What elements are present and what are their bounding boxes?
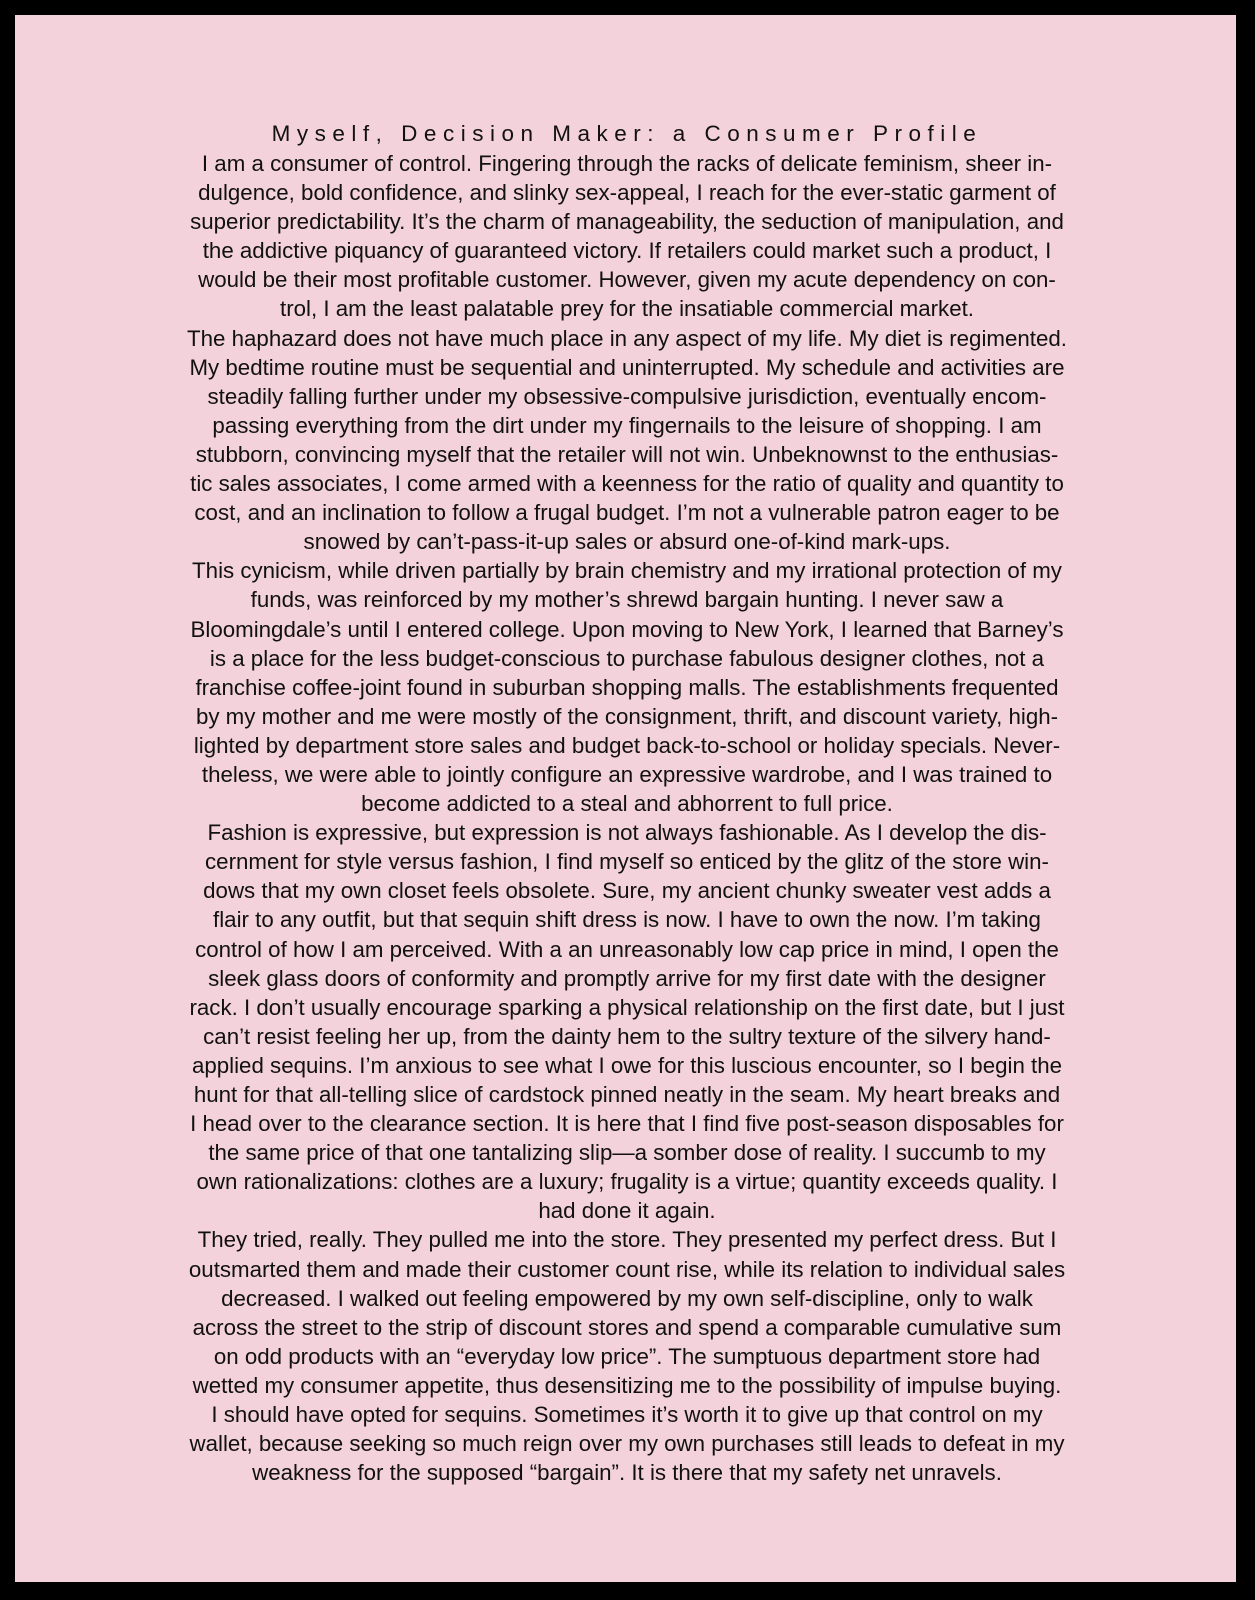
paragraph-3: This cynicism, while driven partially by brain chemistry and my irrational protection of my funds, was reinforced by my mother’s shrewd bargain hunting. I never saw a Bloomingdale’s until I entered college. Upon moving to New York, I learned that Barney’s is a place for the less budget-conscious to purchase fabulous designer clothes, not a franchise coffee-joint found in suburban shopping malls. The establishments frequented by my mother and me were mostly of the consignment, thrift, and discount variety, high- lighted by department store sales and budget back-to-school or holiday specials. Never- theless, we were able to jointly configure an expressive wardrobe, and I was trained to become addicted to a steal and abhorrent to full price. [190,558,1064,817]
paragraph-2: The haphazard does not have much place in any aspect of my life. My diet is regimented. My bedtime routine must be sequential and uninterrupted. My schedule and activities are steadily falling further under my obsessive-compulsive jurisdiction, eventually encom- passing everything from the dirt under my fingernails to the leisure of shopping. I am stubborn, convincing myself that the retailer will not win. Unbeknownst to the enthusias- tic sales associates, I come armed with a keenness for the ratio of quality and quantity to cost, and an inclination to follow a frugal budget. I’m not a vulnerable patron eager to be snowed by can’t-pass-it-up sales or absurd one-of-kind mark-ups. [187,325,1067,555]
paragraph-5: They tried, really. They pulled me into the store. They presented my perfect dress. But I outsmarted them and made their customer count rise, while its relation to individual sales decreased. I walked out feeling empowered by my own self-discipline, only to walk across the street to the strip of discount stores and spend a comparable cumulative sum on odd products with an “everyday low price”. The sumptuous department store had wetted my consumer appetite, thus desensitizing me to the possibility of impulse buying. I should have opted for sequins. Sometimes it’s worth it to give up that control on my wallet, because seeking so much reign over my own purchases still leads to defeat in my weakness for the supposed “bargain”. It is there that my safety net unravels. [188,1227,1066,1486]
document-page [15,15,1236,1582]
paragraph-1: I am a consumer of control. Fingering through the racks of delicate feminism, sheer in- dulgence, bold confidence, and slinky sex-appeal, I reach for the ever-static garment of superior predictability. It’s the charm of manageability, the seduction of manipulation, and the addictive piquancy of guaranteed victory. If retailers could market such a product, I would be their most profitable customer. However, given my acute dependency on con- trol, I am the least palatable prey for the insatiable commercial market. [190,151,1064,322]
paragraph-4: Fashion is expressive, but expression is not always fashionable. As I develop the dis- cernment for style versus fashion, I find myself so enticed by the glitz of the store win- dows that my own closet feels obsolete. Sure, my ancient chunky sweater vest adds a flair to any outfit, but that sequin shift dress is now. I have to own the now. I’m taking control of how I am perceived. With a an unreasonably low cap price in mind, I open the sleek glass doors of conformity and promptly arrive for my first date with the designer rack. I don’t usually encourage sparking a physical relationship on the first date, but I just can’t resist feeling her up, from the dainty hem to the sultry texture of the silvery hand- applied sequins. I’m anxious to see what I owe for this luscious encounter, so I begin the hunt for that all-telling slice of cardstock pinned neatly in the seam. My heart breaks and I head over to the clearance section. It is here that I find five post-season disposables for the same price of that one tantalizing slip—a somber dose of reality. I succumb to my own rationalizations: clothes are a luxury; frugality is a virtue; quantity exceeds quality. I had done it again. [189,820,1065,1224]
document-title: Myself, Decision Maker: a Consumer Profile [271,121,983,146]
document-body [142,119,1112,1487]
